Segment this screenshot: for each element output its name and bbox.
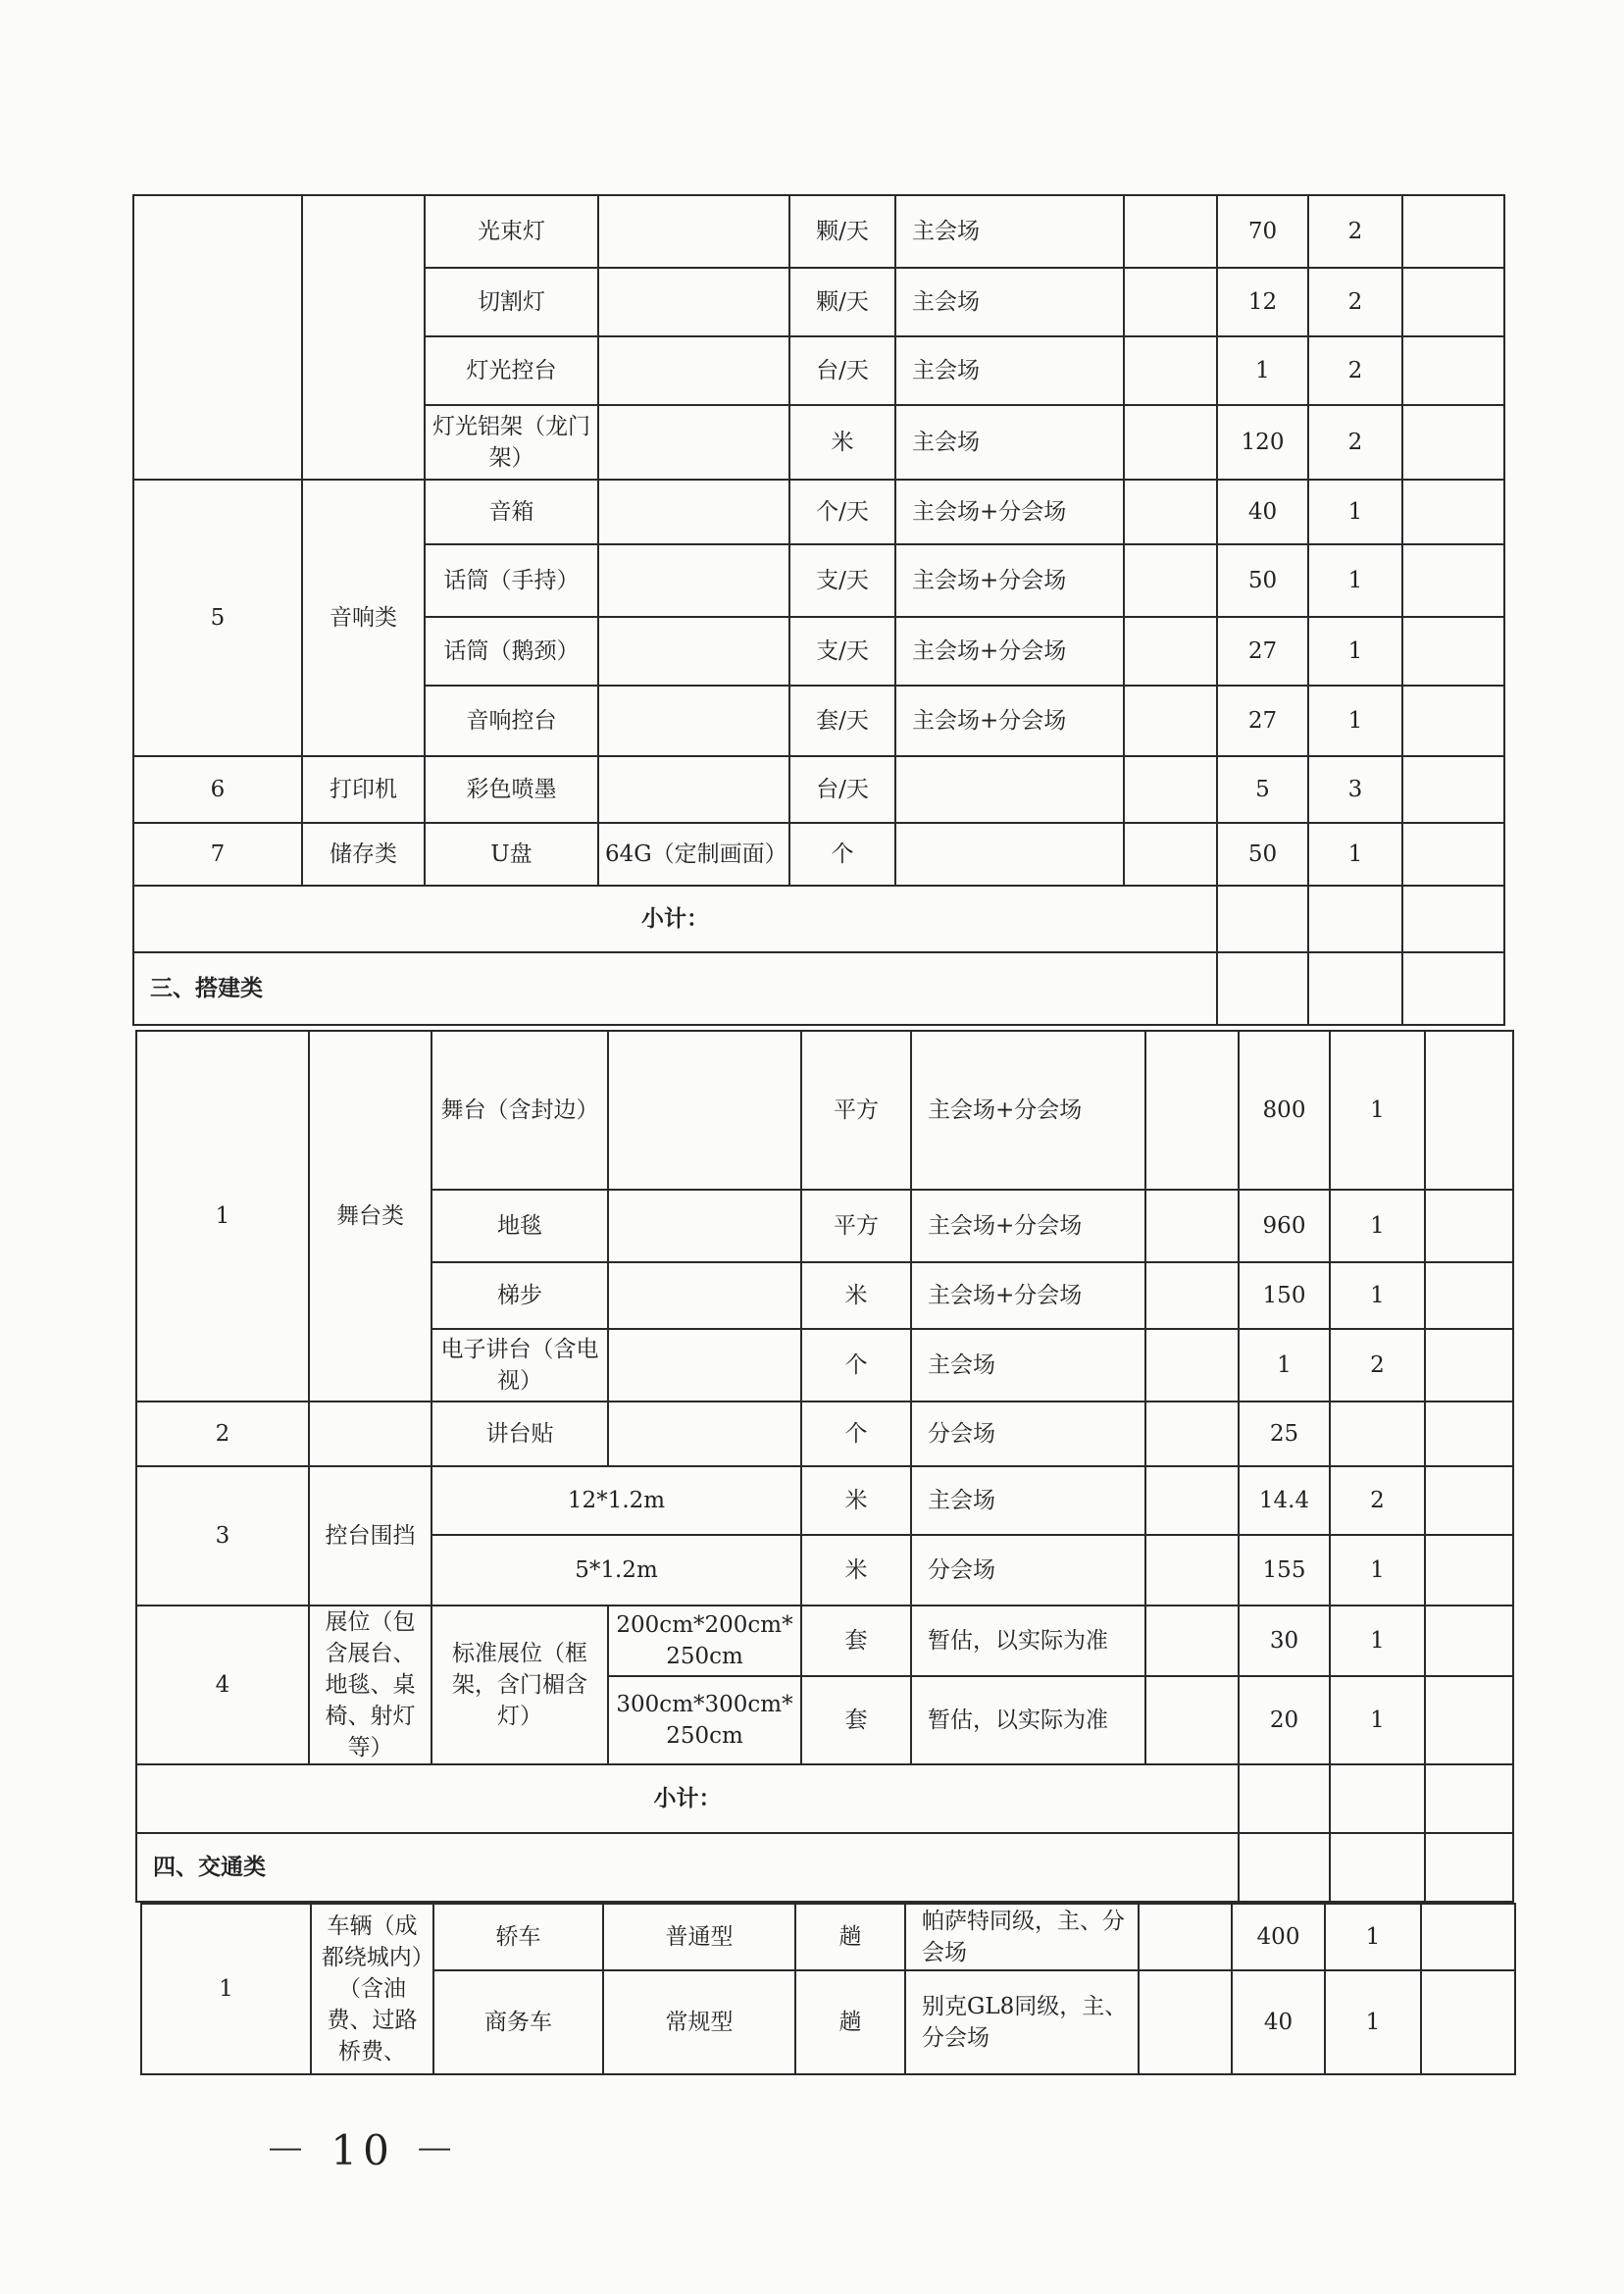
- days-cell: 2: [1330, 1466, 1425, 1535]
- table-row: [141, 1904, 1515, 1970]
- total-cell: [1402, 268, 1504, 336]
- spec-cell: [608, 1262, 801, 1329]
- item-cell: 灯光控台: [425, 336, 598, 405]
- quantity-cell: 40: [1217, 480, 1308, 544]
- total-cell: [1402, 823, 1504, 886]
- location-cell: 分会场: [911, 1402, 1145, 1466]
- unit-cell: 米: [801, 1535, 911, 1606]
- unit-cell: 颗/天: [789, 195, 895, 268]
- days-cell: [1330, 1402, 1425, 1466]
- item-cell: 音箱: [425, 480, 598, 544]
- page-number: － 10 －: [265, 2126, 462, 2174]
- location-cell: 主会场: [911, 1466, 1145, 1535]
- quantity-cell: 1: [1239, 1329, 1330, 1402]
- spec-cell: [598, 617, 789, 686]
- item-cell: 商务车: [433, 1970, 603, 2074]
- days-cell: 2: [1308, 405, 1402, 480]
- price-cell: [1145, 1031, 1239, 1190]
- price-cell: [1145, 1676, 1239, 1764]
- table-row: [133, 195, 1504, 268]
- unit-cell: 平方: [801, 1031, 911, 1190]
- quantity-cell: 400: [1232, 1904, 1325, 1970]
- quantity-cell: 50: [1217, 544, 1308, 617]
- price-cell: [1124, 480, 1217, 544]
- spec-cell: [608, 1031, 801, 1190]
- spec-cell: [608, 1402, 801, 1466]
- spec-cell: [598, 195, 789, 268]
- total-cell: [1425, 1329, 1513, 1402]
- quantity-cell: 27: [1217, 617, 1308, 686]
- unit-cell: 台/天: [789, 756, 895, 823]
- quantity-cell: 70: [1217, 195, 1308, 268]
- location-cell: 主会场: [911, 1329, 1145, 1402]
- location-cell: 暂估，以实际为准: [911, 1676, 1145, 1764]
- unit-cell: 趟: [795, 1904, 905, 1970]
- days-cell: [1330, 1764, 1425, 1833]
- table-row: [136, 1031, 1513, 1190]
- location-cell: 别克GL8同级，主、分会场: [905, 1970, 1139, 2074]
- unit-cell: 个: [789, 823, 895, 886]
- total-cell: [1402, 756, 1504, 823]
- days-cell: [1308, 952, 1402, 1025]
- total-cell: [1402, 405, 1504, 480]
- total-cell: [1421, 1904, 1515, 1970]
- price-cell: [1124, 268, 1217, 336]
- location-cell: 主会场: [895, 405, 1124, 480]
- spec-cell: 普通型: [603, 1904, 795, 1970]
- days-cell: 1: [1330, 1606, 1425, 1676]
- section-title: 三、搭建类: [133, 952, 1217, 1025]
- location-cell: [895, 756, 1124, 823]
- location-cell: 分会场: [911, 1535, 1145, 1606]
- days-cell: [1330, 1833, 1425, 1902]
- total-cell: [1402, 195, 1504, 268]
- category-cell: 舞台类: [309, 1031, 431, 1402]
- equipment-table: [132, 194, 1505, 1026]
- location-cell: 主会场+分会场: [911, 1262, 1145, 1329]
- unit-cell: 套: [801, 1676, 911, 1764]
- quantity-cell: 40: [1232, 1970, 1325, 2074]
- unit-cell: 趟: [795, 1970, 905, 2074]
- category-cell: 打印机: [302, 756, 425, 823]
- row-number-cell: 4: [136, 1606, 309, 1764]
- row-number-cell: 7: [133, 823, 302, 886]
- section-header-row: [136, 1833, 1513, 1902]
- quantity-cell: 27: [1217, 686, 1308, 756]
- total-cell: [1425, 1190, 1513, 1262]
- row-number-cell: 3: [136, 1466, 309, 1606]
- unit-cell: 平方: [801, 1190, 911, 1262]
- location-cell: 主会场: [895, 336, 1124, 405]
- item-cell: 音响控台: [425, 686, 598, 756]
- days-cell: 1: [1330, 1190, 1425, 1262]
- location-cell: 主会场+分会场: [895, 480, 1124, 544]
- unit-cell: 个: [801, 1329, 911, 1402]
- section-header-row: [133, 952, 1504, 1025]
- days-cell: 3: [1308, 756, 1402, 823]
- item-cell: 彩色喷墨: [425, 756, 598, 823]
- price-cell: [1124, 686, 1217, 756]
- row-number-cell: 6: [133, 756, 302, 823]
- days-cell: [1308, 886, 1402, 952]
- spec-cell: [598, 686, 789, 756]
- quantity-cell: 20: [1239, 1676, 1330, 1764]
- quantity-cell: 150: [1239, 1262, 1330, 1329]
- spec-cell: [598, 480, 789, 544]
- total-cell: [1425, 1466, 1513, 1535]
- category-cell: 储存类: [302, 823, 425, 886]
- total-cell: [1402, 686, 1504, 756]
- subtotal-row: [133, 886, 1504, 952]
- quantity-cell: [1217, 952, 1308, 1025]
- spec-cell: 200cm*200cm*250cm: [608, 1606, 801, 1676]
- total-cell: [1425, 1402, 1513, 1466]
- location-cell: 主会场+分会场: [911, 1031, 1145, 1190]
- category-cell: 控台围挡: [309, 1466, 431, 1606]
- section-title: 四、交通类: [136, 1833, 1239, 1902]
- price-cell: [1139, 1904, 1232, 1970]
- days-cell: 1: [1330, 1031, 1425, 1190]
- quantity-cell: 5: [1217, 756, 1308, 823]
- location-cell: 主会场+分会场: [895, 686, 1124, 756]
- days-cell: 1: [1330, 1262, 1425, 1329]
- quantity-cell: 120: [1217, 405, 1308, 480]
- spec-cell: [608, 1190, 801, 1262]
- subtotal-row: [136, 1764, 1513, 1833]
- table-row: [136, 1466, 1513, 1535]
- price-cell: [1145, 1535, 1239, 1606]
- total-cell: [1425, 1262, 1513, 1329]
- quantity-cell: 960: [1239, 1190, 1330, 1262]
- total-cell: [1425, 1606, 1513, 1676]
- location-cell: 主会场+分会场: [911, 1190, 1145, 1262]
- spec-cell: 300cm*300cm*250cm: [608, 1676, 801, 1764]
- row-number-cell: 5: [133, 480, 302, 756]
- item-cell: 话筒（鹅颈）: [425, 617, 598, 686]
- item-cell: 讲台贴: [431, 1402, 608, 1466]
- spec-cell: [598, 756, 789, 823]
- price-cell: [1124, 756, 1217, 823]
- price-cell: [1124, 544, 1217, 617]
- location-cell: 暂估，以实际为准: [911, 1606, 1145, 1676]
- total-cell: [1402, 617, 1504, 686]
- days-cell: 1: [1308, 544, 1402, 617]
- days-cell: 2: [1330, 1329, 1425, 1402]
- spec-cell: [598, 336, 789, 405]
- quantity-cell: 800: [1239, 1031, 1330, 1190]
- total-cell: [1425, 1676, 1513, 1764]
- quantity-cell: 30: [1239, 1606, 1330, 1676]
- item-cell: 梯步: [431, 1262, 608, 1329]
- category-cell: [302, 195, 425, 480]
- days-cell: 1: [1308, 617, 1402, 686]
- price-cell: [1124, 405, 1217, 480]
- quantity-cell: 14.4: [1239, 1466, 1330, 1535]
- unit-cell: 支/天: [789, 617, 895, 686]
- category-cell: [309, 1402, 431, 1466]
- total-cell: [1425, 1031, 1513, 1190]
- price-cell: [1145, 1190, 1239, 1262]
- item-cell: 电子讲台（含电视）: [431, 1329, 608, 1402]
- table-row: [136, 1402, 1513, 1466]
- subtotal-label: 小计：: [133, 886, 1217, 952]
- quantity-cell: [1239, 1833, 1330, 1902]
- price-cell: [1145, 1466, 1239, 1535]
- location-cell: 主会场+分会场: [895, 544, 1124, 617]
- spec-cell: [598, 405, 789, 480]
- price-cell: [1124, 336, 1217, 405]
- unit-cell: 颗/天: [789, 268, 895, 336]
- quantity-cell: 25: [1239, 1402, 1330, 1466]
- unit-cell: 个: [801, 1402, 911, 1466]
- table-row: [136, 1606, 1513, 1676]
- days-cell: 1: [1308, 480, 1402, 544]
- item-cell: 切割灯: [425, 268, 598, 336]
- item-cell: 灯光铝架（龙门架）: [425, 405, 598, 480]
- spec-cell: 64G（定制画面）: [598, 823, 789, 886]
- item-cell: U盘: [425, 823, 598, 886]
- row-number-cell: 1: [136, 1031, 309, 1402]
- total-cell: [1402, 886, 1504, 952]
- spec-cell: 12*1.2m: [431, 1466, 801, 1535]
- unit-cell: 米: [789, 405, 895, 480]
- days-cell: 1: [1325, 1904, 1421, 1970]
- unit-cell: 米: [801, 1466, 911, 1535]
- total-cell: [1402, 952, 1504, 1025]
- spec-cell: 5*1.2m: [431, 1535, 801, 1606]
- days-cell: 1: [1308, 686, 1402, 756]
- price-cell: [1139, 1970, 1232, 2074]
- price-cell: [1145, 1329, 1239, 1402]
- quantity-cell: [1239, 1764, 1330, 1833]
- days-cell: 2: [1308, 268, 1402, 336]
- row-number-cell: [133, 195, 302, 480]
- unit-cell: 套/天: [789, 686, 895, 756]
- unit-cell: 支/天: [789, 544, 895, 617]
- unit-cell: 套: [801, 1606, 911, 1676]
- total-cell: [1402, 336, 1504, 405]
- quantity-cell: 12: [1217, 268, 1308, 336]
- subtotal-label: 小计：: [136, 1764, 1239, 1833]
- category-cell: 展位（包含展台、地毯、桌椅、射灯等）: [309, 1606, 431, 1764]
- location-cell: 主会场: [895, 268, 1124, 336]
- item-cell: 标准展位（框架，含门楣含灯）: [431, 1606, 608, 1764]
- location-cell: [895, 823, 1124, 886]
- item-cell: 舞台（含封边）: [431, 1031, 608, 1190]
- quantity-cell: 155: [1239, 1535, 1330, 1606]
- price-cell: [1145, 1402, 1239, 1466]
- days-cell: 1: [1330, 1676, 1425, 1764]
- row-number-cell: 1: [141, 1904, 311, 2074]
- item-cell: 话筒（手持）: [425, 544, 598, 617]
- price-cell: [1145, 1262, 1239, 1329]
- category-cell: 音响类: [302, 480, 425, 756]
- table-row: [133, 480, 1504, 544]
- total-cell: [1402, 544, 1504, 617]
- price-cell: [1124, 195, 1217, 268]
- unit-cell: 米: [801, 1262, 911, 1329]
- category-cell: 车辆（成都绕城内）（含油费、过路桥费、: [311, 1904, 433, 2074]
- days-cell: 2: [1308, 195, 1402, 268]
- spec-cell: 常规型: [603, 1970, 795, 2074]
- construction-table: [135, 1030, 1514, 1903]
- spec-cell: [598, 544, 789, 617]
- total-cell: [1425, 1833, 1513, 1902]
- item-cell: 光束灯: [425, 195, 598, 268]
- location-cell: 帕萨特同级，主、分会场: [905, 1904, 1139, 1970]
- days-cell: 1: [1308, 823, 1402, 886]
- days-cell: 1: [1325, 1970, 1421, 2074]
- item-cell: 地毯: [431, 1190, 608, 1262]
- quantity-cell: 50: [1217, 823, 1308, 886]
- item-cell: 轿车: [433, 1904, 603, 1970]
- price-cell: [1124, 617, 1217, 686]
- price-cell: [1124, 823, 1217, 886]
- location-cell: 主会场+分会场: [895, 617, 1124, 686]
- unit-cell: 台/天: [789, 336, 895, 405]
- spec-cell: [608, 1329, 801, 1402]
- table-row: [133, 823, 1504, 886]
- quantity-cell: [1217, 886, 1308, 952]
- days-cell: 2: [1308, 336, 1402, 405]
- quantity-cell: 1: [1217, 336, 1308, 405]
- spec-cell: [598, 268, 789, 336]
- row-number-cell: 2: [136, 1402, 309, 1466]
- price-cell: [1145, 1606, 1239, 1676]
- table-row: [133, 756, 1504, 823]
- unit-cell: 个/天: [789, 480, 895, 544]
- total-cell: [1425, 1535, 1513, 1606]
- total-cell: [1421, 1970, 1515, 2074]
- total-cell: [1425, 1764, 1513, 1833]
- total-cell: [1402, 480, 1504, 544]
- days-cell: 1: [1330, 1535, 1425, 1606]
- traffic-table: [140, 1903, 1516, 2075]
- location-cell: 主会场: [895, 195, 1124, 268]
